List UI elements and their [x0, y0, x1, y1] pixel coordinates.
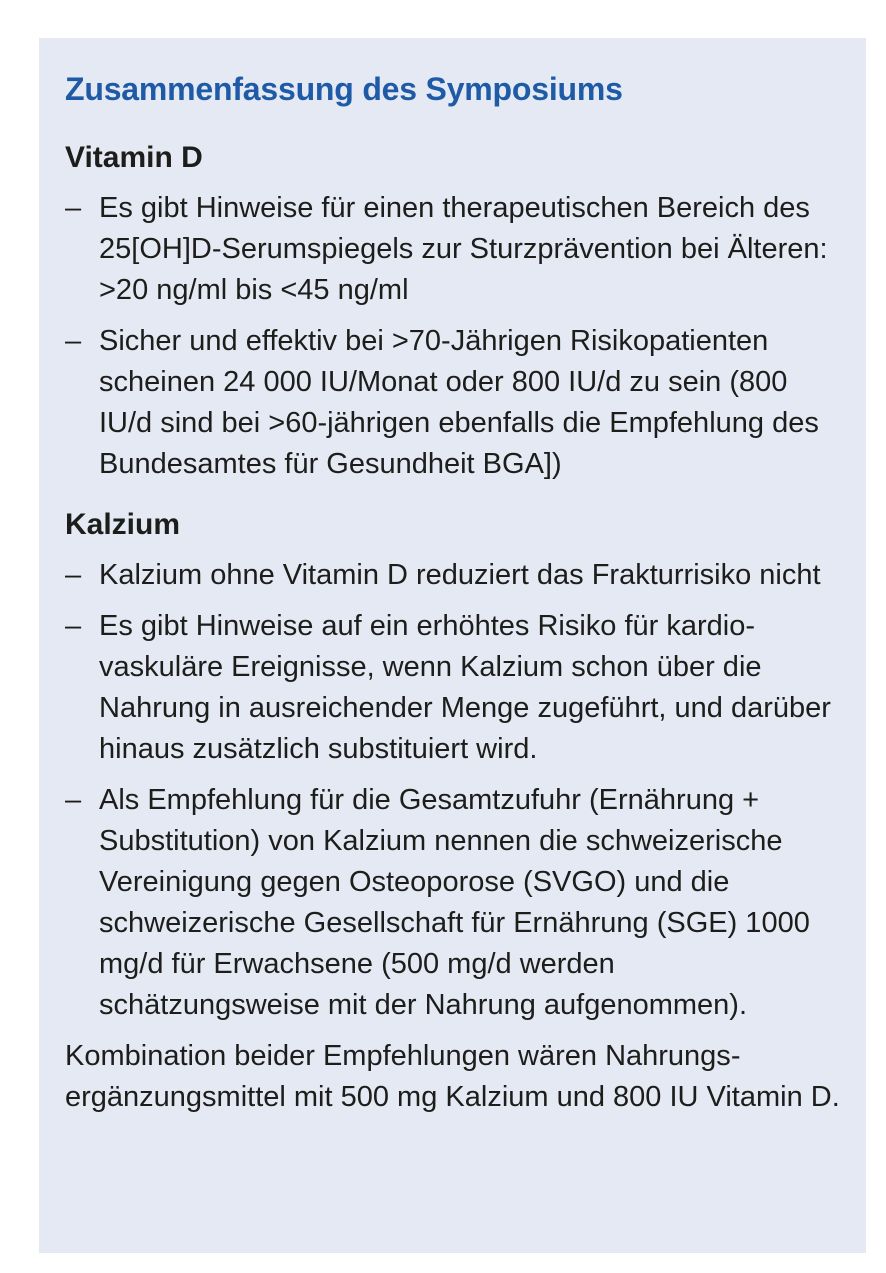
- dash-marker: –: [65, 192, 82, 224]
- list-item: [65, 606, 840, 770]
- dash-marker: –: [65, 784, 82, 816]
- summary-box: [39, 38, 866, 1253]
- list-item-text: Als Empfehlung für die Gesamtzufuhr (Ernährung + Substitution) von Kalzium nennen die schweizerische Vereinigung gegen Osteoporose (SVGO) und die schweizerische Gesellschaft für Ernährung (SGE) 1000 mg/d für Erwachsene (500 mg/d werden schätzungsweise mit der Nahrung aufgenommen).: [99, 784, 810, 1021]
- summary-title: Zusammenfassung des Symposiums: [65, 71, 623, 107]
- list-item: [65, 555, 840, 596]
- list-item: [65, 188, 840, 311]
- list-item: [65, 780, 840, 1026]
- section-heading-kalzium: Kalzium: [65, 508, 181, 541]
- list-item-text: Sicher und effektiv bei >70-Jährigen Risikopatienten scheinen 24 000 IU/Monat oder 800 IU/d zu sein (800 IU/d sind bei >60-jährigen ebenfalls die Empfehlung des Bundesamtes für Gesundheit BGA]): [99, 325, 819, 480]
- list-item-text: Kalzium ohne Vitamin D reduziert das Frakturrisiko nicht: [99, 559, 821, 591]
- list-item-text: Es gibt Hinweise für einen therapeutischen Bereich des 25[OH]D-Serumspiegels zur Sturzprävention bei Älteren: >20 ng/ml bis <45 ng/ml: [99, 192, 828, 306]
- kalzium-list: [65, 555, 840, 1026]
- dash-marker: –: [65, 610, 82, 642]
- list-item: [65, 321, 840, 485]
- dash-marker: –: [65, 325, 82, 357]
- vitamin-d-list: [65, 188, 840, 485]
- list-item-text: Es gibt Hinweise auf ein erhöhtes Risiko für kardiovaskuläre Ereignisse, wenn Kalzium schon über die Nahrung in ausreichender Menge zugeführt, und darüber hinaus zusätzlich substituiert wird.: [99, 610, 831, 765]
- section-heading-vitamin-d: Vitamin D: [65, 141, 203, 174]
- dash-marker: –: [65, 559, 82, 591]
- conclusion-text: Kombination beider Empfehlungen wären Nahrungsergänzungsmittel mit 500 mg Kalzium und 800 IU Vitamin D.: [65, 1040, 840, 1113]
